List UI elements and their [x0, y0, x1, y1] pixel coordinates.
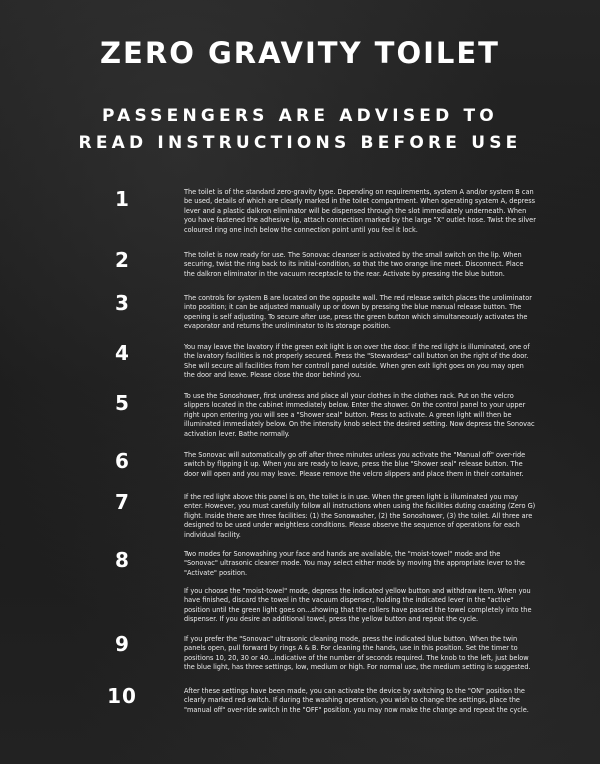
- instruction-paragraph: If you choose the "moist-towel" mode, depress the indicated yellow button and withdraw item. When you have finished, discard the towel in the vacuum dispenser, holding the indicated lever in the "active" position until the green light goes on...showing that the rollers have passed the towel completely into the dispenser. If you desire an additional towel, press the yellow button and repeat the cycle.: [184, 586, 532, 624]
- step-number: 7: [115, 490, 129, 514]
- step-number: 4: [115, 341, 129, 365]
- step-number: 1: [115, 187, 129, 211]
- step-number: 2: [115, 248, 129, 272]
- step-number: 3: [115, 291, 129, 315]
- step-number: 5: [115, 391, 129, 415]
- subtitle-line-2: READ INSTRUCTIONS BEFORE USE: [78, 133, 522, 153]
- instruction-paragraph: The Sonovac will automatically go off after three minutes unless you activate the "Manual off" over-ride switch by flipping it up. When you are ready to leave, press the blue "Shower seal" release button. The door will open and you may leave. Please remove the velcro slippers and place them in their container.: [184, 450, 526, 478]
- instruction-paragraph: You may leave the lavatory if the green exit light is on over the door. If the red light is illuminated, one of the lavatory facilities is not properly secured. Press the "Stewardess" call button on the right of the door. She will secure all facilities from her controll panel outside. When gren exit light goes on you may open the door and leave. Please close the door behind you.: [184, 342, 530, 380]
- instruction-paragraph: To use the Sonoshower, first undress and place all your clothes in the clothes rack. Put on the velcro slippers located in the cabinet immediately below. Enter the shower. On the control panel to your upper right upon entering you will see a "Shower seal" button. Press to activate. A green light will then be illuminated immediately below. On the intensity knob select the desired setting. Now depress the Sonovac activation lever. Bathe normally.: [184, 391, 535, 438]
- subtitle-line-1: PASSENGERS ARE ADVISED TO: [102, 106, 498, 126]
- page-title: ZERO GRAVITY TOILET: [100, 36, 500, 70]
- instruction-paragraph: The toilet is of the standard zero-gravity type. Depending on requirements, system A and/or system B can be used, details of which are clearly marked in the toilet compartment. When operating system A, depress lever and a plastic dalkron eliminator will be dispensed through the slot immediately underneath. When you have fastened the adhesive lip, attach connection marked by the large "X" outlet hose. Twist the silver coloured ring one inch below the connection point until you feel it lock.: [184, 187, 536, 234]
- step-number: 8: [115, 548, 129, 572]
- step-number: 10: [107, 684, 137, 708]
- instruction-paragraph: If the red light above this panel is on, the toilet is in use. When the green light is illuminated you may enter. However, you must carefully follow all instructions when using the facilities duting coasting (Zero G) flight. Inside there are three facilities: (1) the Sonowasher, (2) the Sonoshower, (3) the toilet. All three are designed to be used under weightless conditions. Please observe the sequence of operations for each individual facility.: [184, 492, 536, 539]
- instruction-paragraph: Two modes for Sonowashing your face and hands are available, the "moist-towel" mode and the "Sonovac" ultrasonic cleaner mode. You may select either mode by moving the appropriate lever to the "Activate" position.: [184, 549, 525, 577]
- instruction-paragraph: The controls for system B are located on the opposite wall. The red release switch places the uroliminator into position; it can be adjusted manually up or down by pressing the blue manual release button. The opening is self adjusting. To secure after use, press the green button which simultaneously activates the evaporator and returns the uroliminator to its storage position.: [184, 293, 532, 331]
- instruction-paragraph: If you prefer the "Sonovac" ultrasonic cleaning mode, press the indicated blue button. When the twin panels open, pull forward by rings A & B. For cleaning the hands, use in this position. Set the timer to positions 10, 20, 30 or 40...indicative of the number of seconds required. The knob to the left, just below the blue light, has three settings, low, medium or high. For normal use, the medium setting is suggested.: [184, 634, 531, 672]
- step-number: 6: [115, 449, 129, 473]
- instruction-paragraph: After these settings have been made, you can activate the device by switching to the "ON" position the clearly marked red switch. If during the washing operation, you wish to change the settings, place the "manual off" over-ride switch in the "OFF" position. you may now make the change and repeat the cycle.: [184, 686, 529, 714]
- step-number: 9: [115, 632, 129, 656]
- instruction-paragraph: The toilet is now ready for use. The Sonovac cleanser is activated by the small switch on the lip. When securing, twist the ring back to its initial-condition, so that the two orange line meet. Disconnect. Place the dalkron eliminator in the vacuum receptacle to the rear. Activate by pressing the blue button.: [184, 250, 524, 278]
